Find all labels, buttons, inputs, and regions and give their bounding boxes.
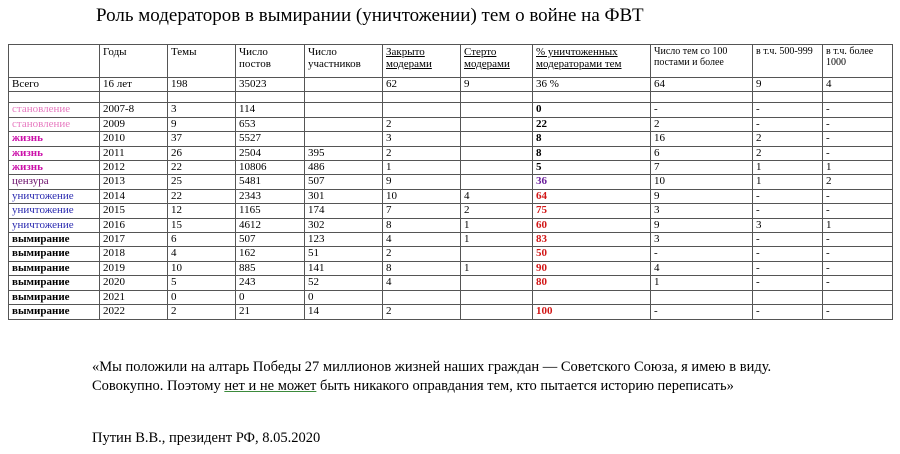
table-cell: 2022 (100, 305, 168, 319)
percent-destroyed-cell: 80 (533, 276, 651, 290)
header-cell: Число постов (236, 45, 305, 78)
table-cell: 7 (651, 161, 753, 175)
table-cell: 486 (305, 161, 383, 175)
percent-destroyed-cell: 64 (533, 189, 651, 203)
table-cell: 2 (383, 247, 461, 261)
table-cell (305, 103, 383, 117)
table-cell: 51 (305, 247, 383, 261)
percent-destroyed-cell: 5 (533, 161, 651, 175)
table-cell: 37 (168, 132, 236, 146)
percent-destroyed-cell: 60 (533, 218, 651, 232)
table-cell: 2504 (236, 146, 305, 160)
table-cell: 2018 (100, 247, 168, 261)
table-cell: 2013 (100, 175, 168, 189)
table-cell: 2 (168, 305, 236, 319)
table-row (9, 261, 893, 275)
percent-destroyed-cell: 90 (533, 261, 651, 275)
table-cell (305, 78, 383, 92)
table-cell (461, 103, 533, 117)
table-cell: 1 (753, 161, 823, 175)
header-cell: в т.ч. 500-999 (753, 45, 823, 78)
table-cell: 395 (305, 146, 383, 160)
table-cell: 26 (168, 146, 236, 160)
table-cell: 22 (168, 161, 236, 175)
table-cell: 0 (305, 290, 383, 304)
stage-label: вымирание (9, 276, 100, 290)
table-cell: 12 (168, 204, 236, 218)
table-cell: 198 (168, 78, 236, 92)
table-cell: 162 (236, 247, 305, 261)
table-cell (651, 290, 753, 304)
table-cell: 1 (823, 218, 893, 232)
header-cell: Число участников (305, 45, 383, 78)
table-cell: 7 (383, 204, 461, 218)
table-cell: 0 (236, 290, 305, 304)
table-cell: 653 (236, 117, 305, 131)
table-cell: 4 (823, 78, 893, 92)
stage-label: вымирание (9, 247, 100, 261)
table-cell: - (753, 247, 823, 261)
table-cell: 2 (383, 117, 461, 131)
table-cell: 36 % (533, 78, 651, 92)
table-cell: 1 (383, 161, 461, 175)
table-cell: 3 (168, 103, 236, 117)
table-cell: 123 (305, 233, 383, 247)
table-cell: 2016 (100, 218, 168, 232)
table-row (9, 189, 893, 203)
table-cell: 2 (753, 146, 823, 160)
table-cell: Всего (9, 78, 100, 92)
table-cell: - (753, 261, 823, 275)
table-cell (461, 117, 533, 131)
table-cell: 2343 (236, 189, 305, 203)
moderation-stats-table (8, 44, 893, 320)
table-cell (461, 132, 533, 146)
stage-label: вымирание (9, 261, 100, 275)
table-cell: 2021 (100, 290, 168, 304)
table-cell: 0 (168, 290, 236, 304)
percent-destroyed-cell: 0 (533, 103, 651, 117)
table-cell: 301 (305, 189, 383, 203)
table-cell: 2 (651, 117, 753, 131)
table-cell: - (823, 189, 893, 203)
table-row (9, 276, 893, 290)
table-cell: 10 (168, 261, 236, 275)
header-cell: % уничтоженных модераторами тем (533, 45, 651, 78)
table-cell: 6 (168, 233, 236, 247)
table-cell: 2015 (100, 204, 168, 218)
table-cell: 1 (461, 261, 533, 275)
table-cell: 6 (651, 146, 753, 160)
table-cell (753, 290, 823, 304)
table-row (9, 305, 893, 319)
stage-label: уничтожение (9, 218, 100, 232)
total-row (9, 78, 893, 92)
table-cell: - (753, 233, 823, 247)
table-cell: - (823, 204, 893, 218)
table-cell: - (753, 103, 823, 117)
table-cell: 507 (236, 233, 305, 247)
stage-label: уничтожение (9, 204, 100, 218)
table-cell: 62 (383, 78, 461, 92)
table-cell: 25 (168, 175, 236, 189)
table-cell (461, 290, 533, 304)
table-cell: - (651, 305, 753, 319)
table-cell: - (823, 146, 893, 160)
table-cell: 9 (461, 78, 533, 92)
table-row (9, 161, 893, 175)
table-cell (823, 290, 893, 304)
table-cell (461, 146, 533, 160)
table-cell: 3 (651, 204, 753, 218)
table-cell: 8 (383, 218, 461, 232)
table-cell: 4 (383, 276, 461, 290)
table-cell (383, 103, 461, 117)
quote-text-end: быть никакого оправдания тем, кто пытается историю переписать» (316, 378, 734, 394)
table-cell: 8 (383, 261, 461, 275)
stage-label: уничтожение (9, 189, 100, 203)
percent-destroyed-cell: 22 (533, 117, 651, 131)
table-cell: 5 (168, 276, 236, 290)
percent-destroyed-cell: 75 (533, 204, 651, 218)
stage-label: вымирание (9, 290, 100, 304)
table-cell: 4 (168, 247, 236, 261)
table-cell: 21 (236, 305, 305, 319)
table-row (9, 132, 893, 146)
table-cell: - (753, 189, 823, 203)
table-cell: 1 (651, 276, 753, 290)
stage-label: жизнь (9, 161, 100, 175)
table-cell (305, 117, 383, 131)
table-cell: 174 (305, 204, 383, 218)
table-cell (461, 276, 533, 290)
table-cell (461, 305, 533, 319)
table-cell: - (823, 233, 893, 247)
table-row (9, 146, 893, 160)
table-cell: 4 (651, 261, 753, 275)
stage-label: становление (9, 103, 100, 117)
quote-underlined-text: нет и не может (224, 378, 317, 394)
table-cell: 14 (305, 305, 383, 319)
table-cell: 2 (383, 146, 461, 160)
header-cell (9, 45, 100, 78)
table-cell: 4 (383, 233, 461, 247)
table-cell: - (823, 132, 893, 146)
table-cell: 15 (168, 218, 236, 232)
table-cell: 10 (383, 189, 461, 203)
table-cell: 10806 (236, 161, 305, 175)
table-cell: 4 (461, 189, 533, 203)
stage-label: жизнь (9, 132, 100, 146)
quote-block (92, 358, 832, 396)
table-cell: - (823, 276, 893, 290)
table-cell: - (823, 117, 893, 131)
table-cell: 3 (651, 233, 753, 247)
table-cell: 3 (753, 218, 823, 232)
table-row (9, 233, 893, 247)
document-title: Роль модераторов в вымирании (уничтожении) тем о войне на ФВТ (96, 5, 644, 26)
header-cell: Число тем со 100 постами и более (651, 45, 753, 78)
table-cell: 302 (305, 218, 383, 232)
header-cell: в т.ч. более 1000 (823, 45, 893, 78)
header-cell: Темы (168, 45, 236, 78)
table-cell: 9 (753, 78, 823, 92)
table-cell: 9 (383, 175, 461, 189)
table-cell: 22 (168, 189, 236, 203)
table-cell: 2012 (100, 161, 168, 175)
table-row (9, 247, 893, 261)
table-cell: - (753, 276, 823, 290)
table-cell: - (823, 305, 893, 319)
table-cell: 64 (651, 78, 753, 92)
table-cell: 2 (753, 132, 823, 146)
table-cell: 1 (753, 175, 823, 189)
table-cell: 114 (236, 103, 305, 117)
table-cell: 2 (383, 305, 461, 319)
table-row (9, 103, 893, 117)
table-cell: 2007-8 (100, 103, 168, 117)
header-cell: Закрыто модерами (383, 45, 461, 78)
spacer-row (9, 92, 893, 103)
table-cell (383, 290, 461, 304)
table-cell: 5527 (236, 132, 305, 146)
table-cell: 2010 (100, 132, 168, 146)
table-cell: 2 (823, 175, 893, 189)
table-cell: 3 (383, 132, 461, 146)
percent-destroyed-cell: 36 (533, 175, 651, 189)
stage-label: цензура (9, 175, 100, 189)
table-cell: 1 (461, 218, 533, 232)
table-cell: 2017 (100, 233, 168, 247)
table-cell (461, 175, 533, 189)
quote-text: «Мы положили на алтарь Победы 27 миллионов жизней наших граждан — Советского Союза, я имею в виду. Совокупно. Поэтому (92, 359, 772, 394)
stage-label: становление (9, 117, 100, 131)
percent-destroyed-cell: 8 (533, 132, 651, 146)
table-cell: 2019 (100, 261, 168, 275)
table-cell: 35023 (236, 78, 305, 92)
table-cell: 9 (651, 218, 753, 232)
table-cell: - (753, 305, 823, 319)
table-cell: 885 (236, 261, 305, 275)
header-row (9, 45, 893, 78)
table-cell (461, 247, 533, 261)
table-row (9, 204, 893, 218)
table-cell: - (823, 103, 893, 117)
table-cell: 16 лет (100, 78, 168, 92)
table-cell: 5481 (236, 175, 305, 189)
percent-destroyed-cell: 83 (533, 233, 651, 247)
table-cell: 1165 (236, 204, 305, 218)
table-cell: 507 (305, 175, 383, 189)
table-cell: - (753, 204, 823, 218)
table-cell: 2 (461, 204, 533, 218)
table-cell: - (823, 261, 893, 275)
header-cell: Стерто модерами (461, 45, 533, 78)
percent-destroyed-cell: 8 (533, 146, 651, 160)
table-cell: 9 (651, 189, 753, 203)
table-cell: 2020 (100, 276, 168, 290)
table-cell: - (651, 247, 753, 261)
table-cell: 2011 (100, 146, 168, 160)
table-cell: - (753, 117, 823, 131)
table-row (9, 290, 893, 304)
stage-label: жизнь (9, 146, 100, 160)
table-cell: 243 (236, 276, 305, 290)
table-cell (305, 132, 383, 146)
quote-author: Путин В.В., президент РФ, 8.05.2020 (92, 430, 321, 446)
table-cell (461, 161, 533, 175)
table-cell: 10 (651, 175, 753, 189)
table-row (9, 117, 893, 131)
stage-label: вымирание (9, 305, 100, 319)
table-cell: 52 (305, 276, 383, 290)
table-cell: 9 (168, 117, 236, 131)
table-row (9, 218, 893, 232)
table-cell: 16 (651, 132, 753, 146)
header-cell: Годы (100, 45, 168, 78)
percent-destroyed-cell (533, 290, 651, 304)
table-cell: - (651, 103, 753, 117)
table-cell: 2014 (100, 189, 168, 203)
percent-destroyed-cell: 50 (533, 247, 651, 261)
percent-destroyed-cell: 100 (533, 305, 651, 319)
table-cell: 1 (823, 161, 893, 175)
table-row (9, 175, 893, 189)
table-cell: 2009 (100, 117, 168, 131)
table-cell: 1 (461, 233, 533, 247)
table-cell: 4612 (236, 218, 305, 232)
table-cell: 141 (305, 261, 383, 275)
stage-label: вымирание (9, 233, 100, 247)
table-cell: - (823, 247, 893, 261)
